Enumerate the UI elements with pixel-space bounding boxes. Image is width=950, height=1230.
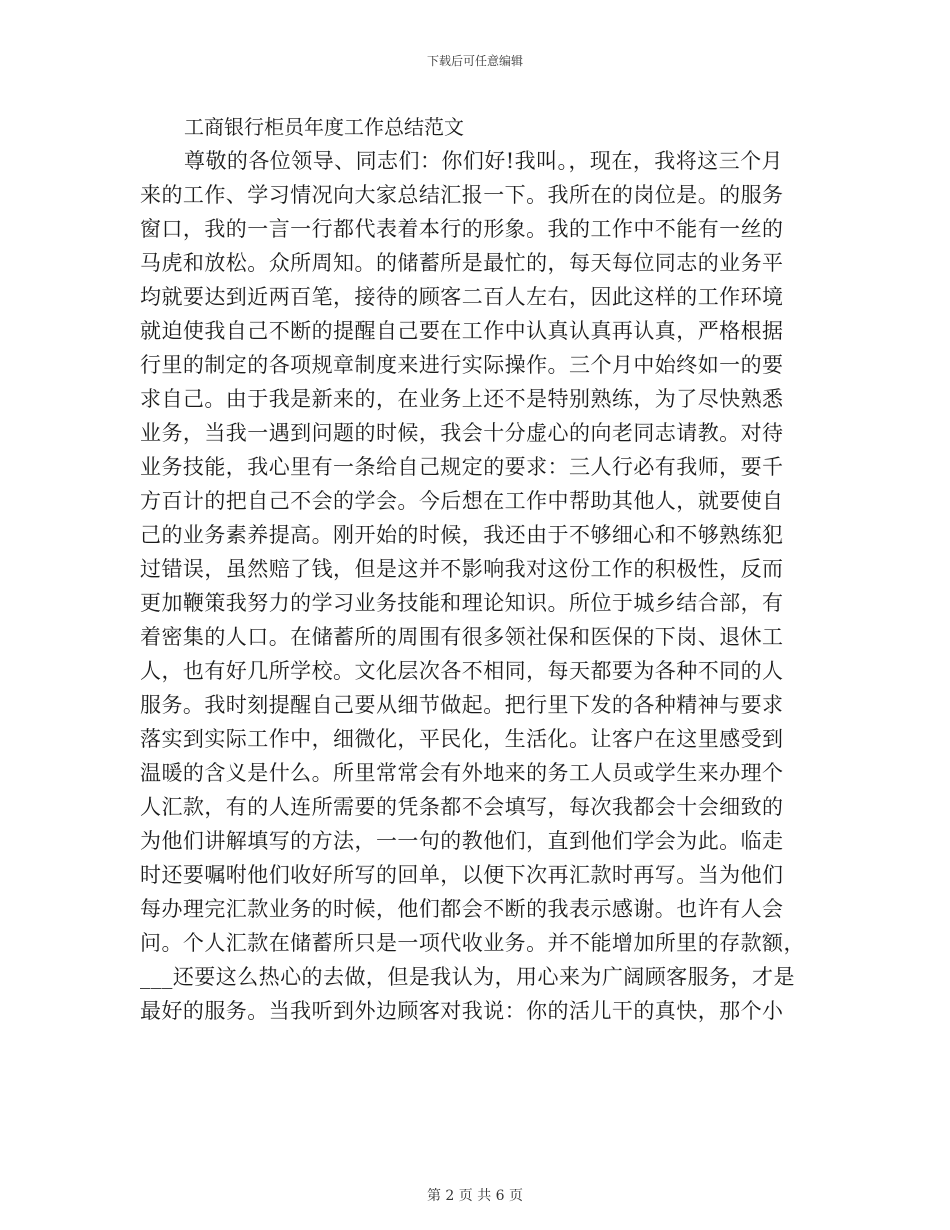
text-line: 服务。我时刻提醒自己要从细节做起。把行里下发的各种精神与要求	[140, 693, 784, 717]
text-line: 为他们讲解填写的方法，一一句的教他们，直到他们学会为此。临走	[140, 829, 784, 853]
text-line: 过错误，虽然赔了钱，但是这并不影响我对这份工作的积极性，反而	[140, 557, 784, 581]
text-line: 最好的服务。当我听到外边顾客对我说：你的活儿干的真快，那个小	[140, 999, 784, 1023]
text-line: 着密集的人口。在储蓄所的周围有很多领社保和医保的下岗、退休工	[140, 625, 784, 649]
text-line: 人，也有好几所学校。文化层次各不相同，每天都要为各种不同的人	[140, 659, 784, 683]
text-line: 尊敬的各位领导、同志们：你们好!我叫。，现在，我将这三个月	[184, 149, 783, 173]
text-line: 己的业务素养提高。刚开始的时候，我还由于不够细心和不够熟练犯	[140, 523, 784, 547]
text-line: 时还要嘱咐他们收好所写的回单，以便下次再汇款时再写。当为他们	[140, 863, 784, 887]
text-line: 马虎和放松。众所周知。的储蓄所是最忙的，每天每位同志的业务平	[140, 251, 784, 275]
text-line: 业务技能，我心里有一条给自己规定的要求：三人行必有我师，要千	[140, 455, 784, 479]
paragraph	[140, 144, 810, 1028]
text-line: 来的工作、学习情况向大家总结汇报一下。我所在的岗位是。的服务	[140, 183, 784, 207]
text-line: 每办理完汇款业务的时候，他们都会不断的我表示感谢。也许有人会	[140, 897, 784, 921]
document-title: 工商银行柜员年度工作总结范文	[184, 115, 464, 139]
text-line: 人汇款，有的人连所需要的凭条都不会填写，每次我都会十会细致的	[140, 795, 784, 819]
text-line: 求自己。由于我是新来的，在业务上还不是特别熟练，为了尽快熟悉	[140, 387, 784, 411]
document-body	[140, 110, 810, 1028]
page-header-note: 下载后可任意编辑	[426, 54, 523, 68]
text-line: 落实到实际工作中，细微化，平民化，生活化。让客户在这里感受到	[140, 727, 784, 751]
text-line: 更加鞭策我努力的学习业务技能和理论知识。所位于城乡结合部，有	[140, 591, 784, 615]
text-line: 问。个人汇款在储蓄所只是一项代收业务。并不能增加所里的存款额，	[140, 931, 805, 955]
page-number: 第 2 页 共 6 页	[426, 1188, 524, 1204]
text-line: 业务，当我一遇到问题的时候，我会十分虚心的向老同志请教。对待	[140, 421, 784, 445]
text-line: 就迫使我自己不断的提醒自己要在工作中认真认真再认真，严格根据	[140, 319, 784, 343]
text-line: 方百计的把自己不会的学会。今后想在工作中帮助其他人，就要使自	[140, 489, 784, 513]
text-line: 行里的制定的各项规章制度来进行实际操作。三个月中始终如一的要	[140, 353, 784, 377]
text-line: 均就要达到近两百笔，接待的顾客二百人左右，因此这样的工作环境	[140, 285, 784, 309]
text-line: 温暖的含义是什么。所里常常会有外地来的务工人员或学生来办理个	[140, 761, 784, 785]
text-line: 窗口，我的一言一行都代表着本行的形象。我的工作中不能有一丝的	[140, 217, 784, 241]
text-line: ___还要这么热心的去做，但是我认为，用心来为广阔顾客服务，才是	[140, 965, 795, 989]
